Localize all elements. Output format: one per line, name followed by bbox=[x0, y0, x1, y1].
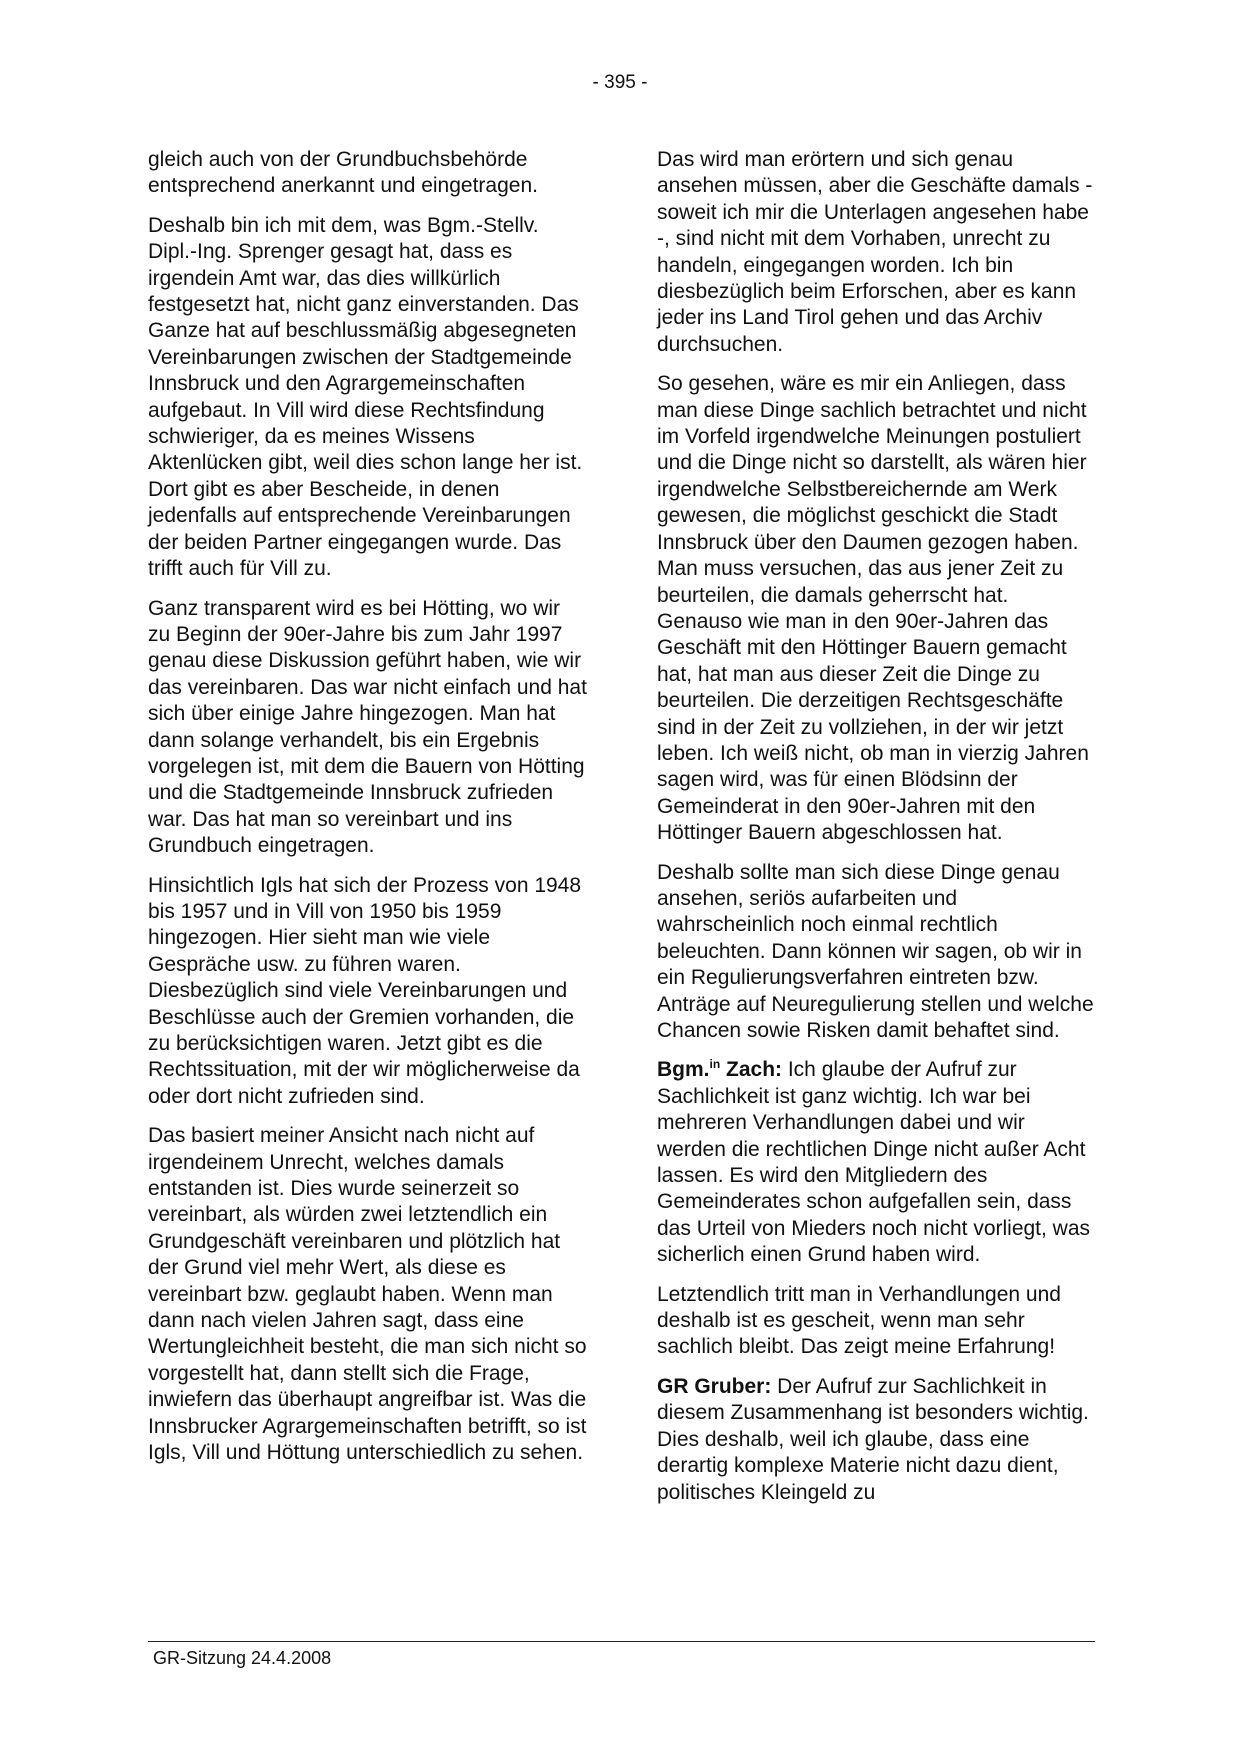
speaker-paragraph bbox=[657, 1374, 1097, 1506]
speaker-title-superscript: in bbox=[709, 1057, 721, 1072]
paragraph: Letztendlich tritt man in Verhandlungen und deshalb ist es gescheit, wenn man sehr sachlich bleibt. Das zeigt meine Erfahrung! bbox=[657, 1282, 1061, 1359]
left-column bbox=[148, 147, 588, 1480]
footer-session-date: GR-Sitzung 24.4.2008 bbox=[153, 1648, 332, 1668]
paragraph: Hinsichtlich Igls hat sich der Prozess von 1948 bis 1957 und in Vill von 1950 bis 1959 hingezogen. Hier sieht man wie viele Gespräche usw. zu führen waren. Diesbezüglich sind viele Vereinbarungen und Beschlüsse auch der Gremien vorhanden, die zu berücksichtigen waren. Jetzt gibt es die Rechtssituation, mit der wir möglicherweise da oder dort nicht zufrieden sind. bbox=[148, 873, 582, 1108]
speaker-title: Bgm. bbox=[657, 1058, 710, 1082]
paragraph: Ganz transparent wird es bei Hötting, wo wir zu Beginn der 90er-Jahre bis zum Jahr 1997 genau diese Diskussion geführt haben, wie wir das vereinbaren. Das war nicht einfach und hat sich über einige Jahre hingezogen. Man hat dann solange verhandelt, bis ein Ergebnis vorgelegen ist, mit dem die Bauern von Hötting und die Stadtgemeinde Innsbruck zufrieden war. Das hat man so vereinbart und ins Grundbuch eingetragen. bbox=[148, 596, 587, 858]
speech-text: Der Aufruf zur Sachlichkeit in diesem Zusammenhang ist besonders wichtig. Dies deshalb, weil ich glaube, dass eine derartig komplexe Materie nicht dazu dient, politisches Kleingeld zu bbox=[657, 1374, 1089, 1504]
speaker-name bbox=[657, 1058, 782, 1081]
footer-divider bbox=[148, 1641, 1095, 1642]
speaker-paragraph bbox=[657, 1057, 1097, 1268]
paragraph: gleich auch von der Grundbuchsbehörde entsprechend anerkannt und eingetragen. bbox=[148, 148, 538, 198]
paragraph: Deshalb bin ich mit dem, was Bgm.-Stellv. Dipl.-Ing. Sprenger gesagt hat, dass es irgendein Amt war, das dies willkürlich festgesetzt hat, nicht ganz einverstanden. Das Ganze hat auf beschlussmäßig abgesegneten Vereinbarungen zwischen der Stadtgemeinde Innsbruck und den Agrargemeinschaften aufgebaut. In Vill wird diese Rechtsfindung schwieriger, da es meines Wissens Aktenlücken gibt, weil dies schon lange her ist. Dort gibt es aber Bescheide, in denen jedenfalls auf entsprechende Vereinbarungen der beiden Partner eingegangen wurde. Das trifft auch für Vill zu. bbox=[148, 213, 583, 581]
speaker-name: GR Gruber: bbox=[657, 1374, 772, 1398]
paragraph: Das basiert meiner Ansicht nach nicht auf irgendeinem Unrecht, welches damals entstanden ist. Dies wurde seinerzeit so vereinbart, als würden zwei letztendlich ein Grundgeschäft vereinbaren und plötzlich hat der Grund viel mehr Wert, als diese es vereinbart bzw. geglaubt haben. Wenn man dann nach vielen Jahren sagt, dass eine Wertungleichheit besteht, die man sich nicht so vorgestellt hat, dann stellt sich die Frage, inwiefern das überhaupt angreifbar ist. Was die Innsbrucker Agrargemeinschaften betrifft, so ist Igls, Vill und Höttung unterschiedlich zu sehen. bbox=[148, 1124, 587, 1465]
right-column bbox=[657, 147, 1097, 1519]
paragraph: So gesehen, wäre es mir ein Anliegen, dass man diese Dinge sachlich betrachtet und nicht im Vorfeld irgendwelche Meinungen postuliert und die Dinge nicht so darstellt, als wären hier irgendwelche Selbstbereichernde am Werk gewesen, die möglichst geschickt die Stadt Innsbruck über den Daumen gezogen haben. Man muss versuchen, das aus jener Zeit zu beurteilen, die damals geherrscht hat. Genauso wie man in den 90er-Jahren das Geschäft mit den Höttinger Bauern gemacht hat, hat man aus dieser Zeit die Dinge zu beurteilen. Die derzeitigen Rechtsgeschäfte sind in der Zeit zu vollziehen, in der wir jetzt leben. Ich weiß nicht, ob man in vierzig Jahren sagen wird, was für einen Blödsinn der Gemeinderat in den 90er-Jahren mit den Höttinger Bauern abgeschlossen hat. bbox=[657, 372, 1089, 845]
page-number: - 395 - bbox=[592, 72, 648, 93]
paragraph: Deshalb sollte man sich diese Dinge genau ansehen, seriös aufarbeiten und wahrscheinlich noch einmal rechtlich beleuchten. Dann können wir sagen, ob wir in ein Regulierungsverfahren eintreten bzw. Anträge auf Neuregulierung stellen und welche Chancen sowie Risken damit behaftet sind. bbox=[657, 860, 1094, 1042]
speaker-surname: Zach: bbox=[720, 1058, 783, 1082]
speech-text: Ich glaube der Aufruf zur Sachlichkeit ist ganz wichtig. Ich war bei mehreren Verhandlungen dabei und wir werden die rechtlichen Dinge nicht außer Acht lassen. Es wird den Mitgliedern des Gemeinderates schon aufgefallen sein, dass das Urteil von Mieders noch nicht vorliegt, was sicherlich einen Grund haben wird. bbox=[657, 1058, 1091, 1267]
paragraph: Das wird man erörtern und sich genau ansehen müssen, aber die Geschäfte damals - soweit ich mir die Unterlagen angesehen habe -, sind nicht mit dem Vorhaben, unrecht zu handeln, eingegangen worden. Ich bin diesbezüglich beim Erforschen, aber es kann jeder ins Land Tirol gehen und das Archiv durchsuchen. bbox=[657, 148, 1093, 356]
